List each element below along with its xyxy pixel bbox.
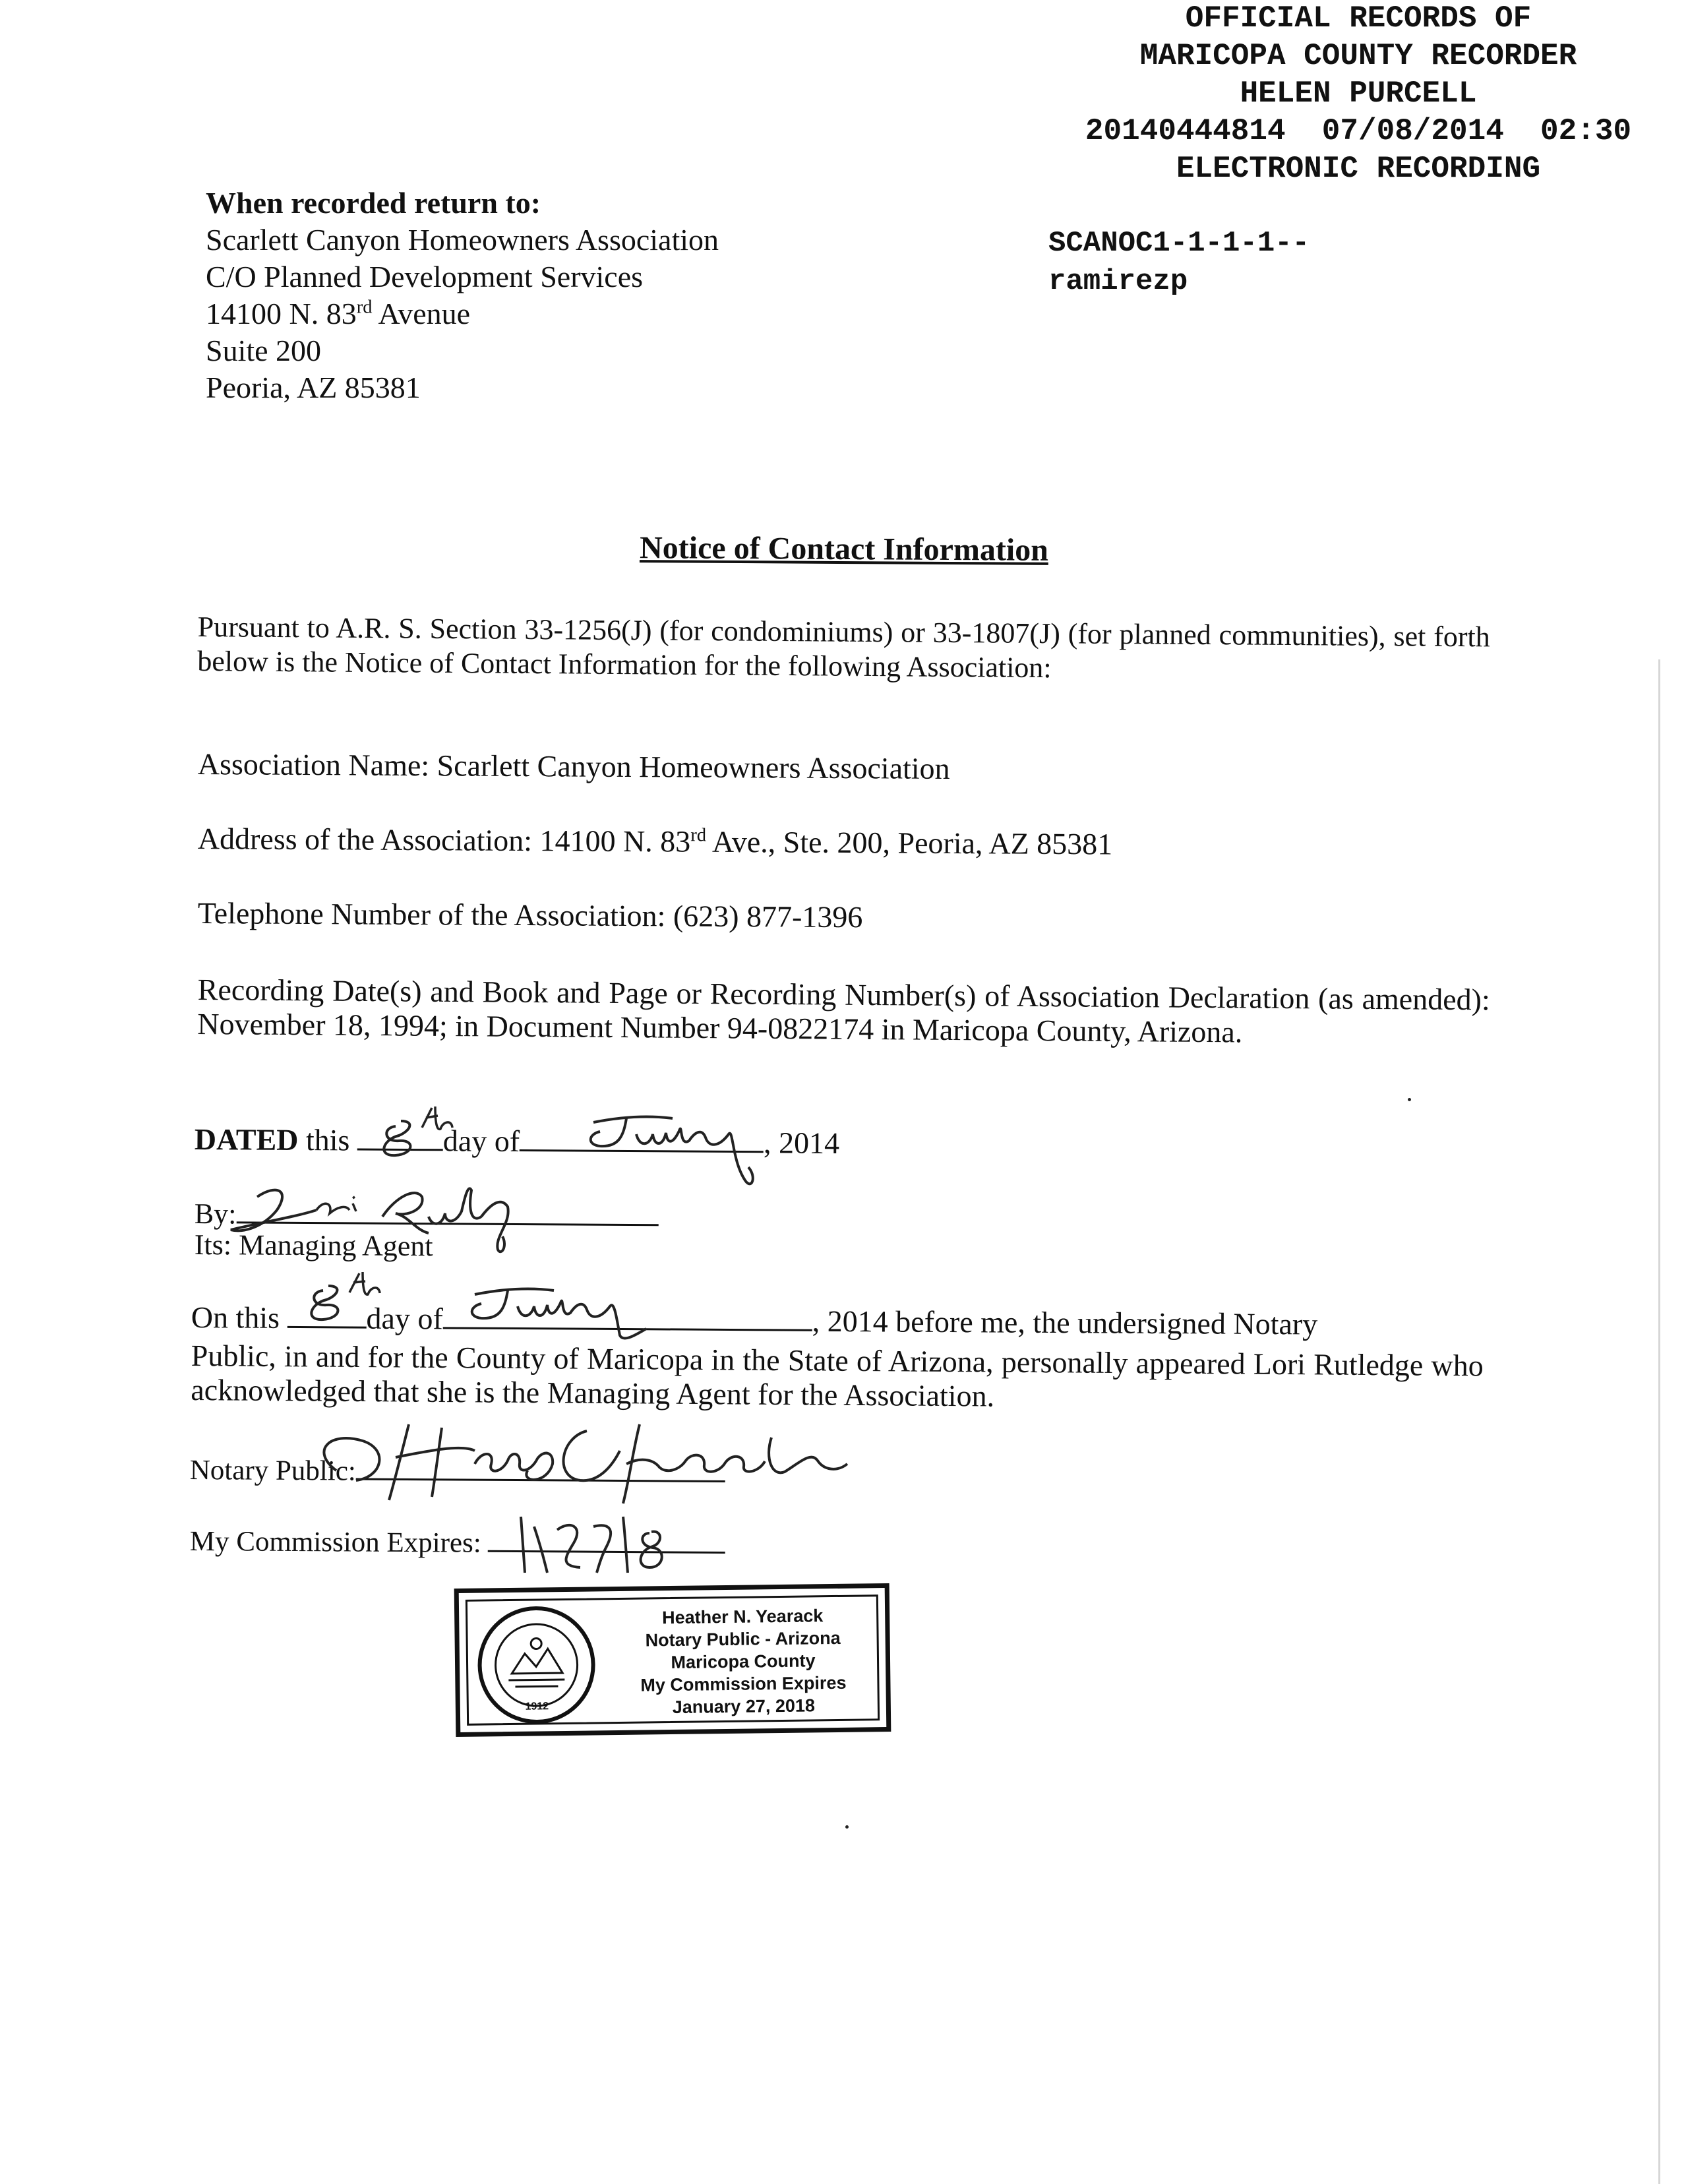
seal-county: Maricopa County (671, 1651, 816, 1673)
seal-notary-title: Notary Public - Arizona (645, 1627, 841, 1651)
notary-day-of: day of (366, 1301, 443, 1336)
document-title: Notice of Contact Information (639, 530, 1049, 568)
return-care-of: C/O Planned Development Services (206, 260, 644, 293)
scan-code-line: SCANOC1-1-1-1-- (1048, 227, 1310, 260)
return-address-block (206, 185, 719, 406)
street-number: 14100 N. 83 (206, 297, 357, 330)
notary-seal (454, 1583, 891, 1737)
notary-body: Public, in and for the County of Maricopa in the State of Arizona, personally appeared Lori Rutledge who acknowledged that she is the Managing Agent for the Association. (191, 1339, 1484, 1413)
street-suffix: rd (356, 297, 373, 318)
dated-day-of: day of (442, 1124, 520, 1159)
street-name: Avenue (372, 297, 471, 330)
notary-year-rest: , 2014 before me, the undersigned Notary (812, 1304, 1318, 1341)
intro-paragraph: Pursuant to A.R. S. Section 33-1256(J) (for condominiums) or 33-1807(J) (for planned communities), set forth below is the Notice of Contact Information for the following Association: (197, 610, 1490, 684)
seal-commission-label: My Commission Expires (640, 1672, 847, 1695)
recorder-stamp (1035, 0, 1681, 188)
dated-this: this (298, 1122, 358, 1157)
return-street (206, 295, 719, 332)
scan-speck (1408, 1098, 1411, 1101)
association-telephone: Telephone Number of the Association: (623) 877-1396 (197, 896, 863, 934)
recorder-stamp-line: ELECTRONIC RECORDING (1176, 152, 1541, 186)
recording-number-line: 20140444814 07/08/2014 02:30 (1085, 114, 1632, 148)
by-label: By: (194, 1197, 237, 1230)
handwritten-signature-icon (218, 1170, 560, 1256)
association-address (198, 821, 1113, 861)
scan-code (1048, 224, 1310, 301)
address-suffix: rd (690, 825, 707, 846)
commission-label: My Commission Expires: (189, 1526, 481, 1559)
address-prefix: Address of the Association: 14100 N. 83 (197, 822, 691, 859)
recorder-stamp-line: MARICOPA COUNTY RECORDER (1139, 39, 1577, 73)
handwritten-notary-signature-icon (310, 1411, 864, 1510)
return-suite: Suite 200 (206, 334, 322, 367)
seal-disc-year: 1912 (525, 1701, 549, 1713)
handwritten-month-july-icon (580, 1108, 804, 1194)
its-line: Its: Managing Agent (194, 1228, 433, 1263)
return-city: Peoria, AZ 85381 (206, 371, 421, 404)
handwritten-day-8th-icon (369, 1101, 501, 1167)
scan-edge-line (1658, 659, 1660, 2184)
recorder-stamp-line: OFFICIAL RECORDS OF (1185, 1, 1532, 36)
notary-on-this: On this (191, 1300, 287, 1335)
notary-public-label: Notary Public: (189, 1455, 356, 1487)
dated-year: , 2014 (763, 1126, 840, 1160)
seal-commission-date: January 27, 2018 (672, 1695, 816, 1718)
scan-code-user: ramirezp (1048, 265, 1188, 298)
scan-speck (845, 1825, 849, 1829)
notary-seal-text (604, 1604, 882, 1719)
arizona-state-seal-icon (475, 1603, 598, 1726)
handwritten-notary-day-8th-icon (297, 1269, 429, 1329)
handwritten-commission-date-icon (508, 1507, 699, 1579)
seal-notary-name: Heather N. Yearack (661, 1606, 824, 1628)
return-heading: When recorded return to: (206, 186, 541, 220)
dated-label: DATED (194, 1122, 299, 1157)
return-name: Scarlett Canyon Homeowners Association (206, 223, 719, 257)
recording-info-paragraph: Recording Date(s) and Book and Page or Recording Number(s) of Association Declaration (as amended): November 18, 1994; in Document Number 94-0822174 in Maricopa County, Arizona. (197, 973, 1490, 1049)
association-name: Association Name: Scarlett Canyon Homeowners Association (197, 747, 950, 785)
recorder-stamp-line: HELEN PURCELL (1240, 76, 1477, 111)
handwritten-notary-month-july-icon (462, 1283, 686, 1349)
address-rest: Ave., Ste. 200, Peoria, AZ 85381 (706, 824, 1113, 861)
